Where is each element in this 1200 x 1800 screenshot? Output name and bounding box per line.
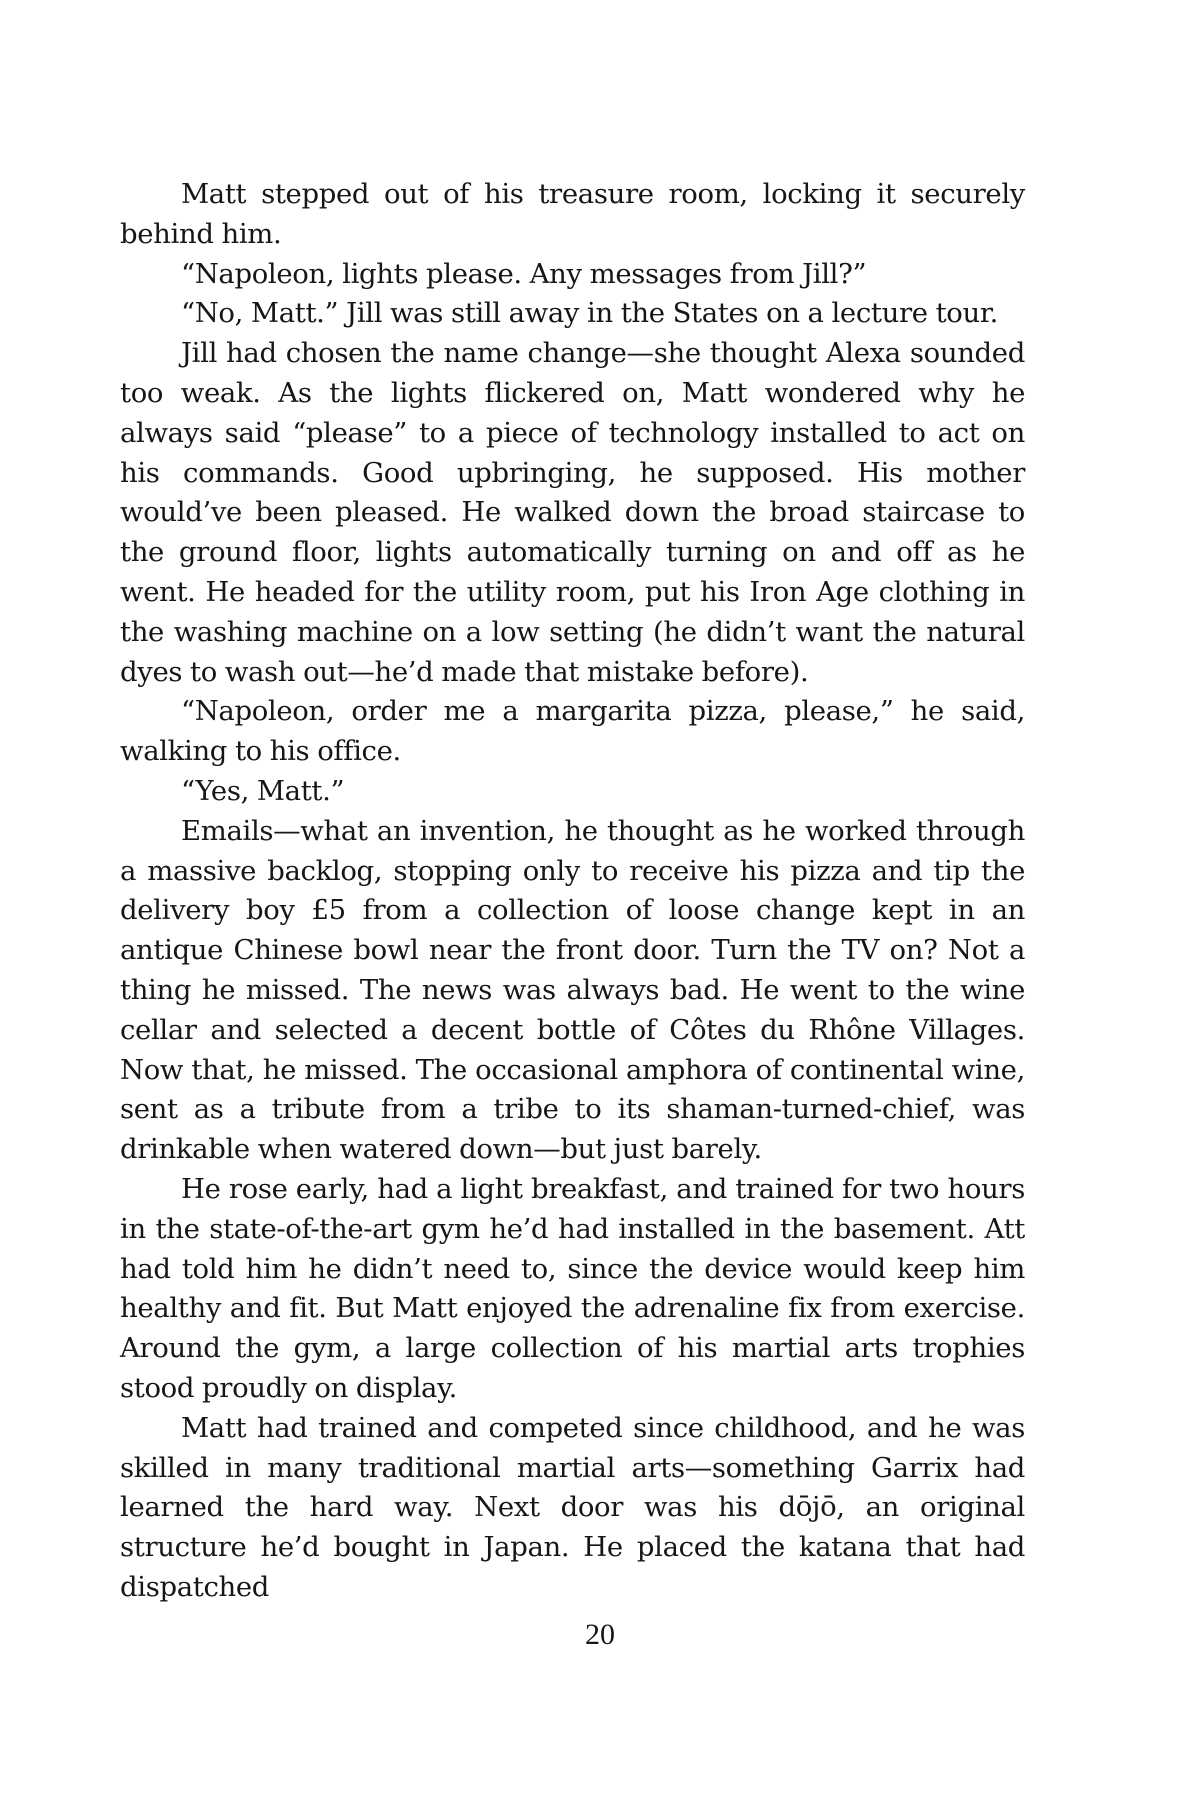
- page-number: 20: [585, 1618, 615, 1651]
- paragraph-2: “Napoleon, lights please. Any messages from Jill?”: [181, 257, 867, 290]
- paragraph-1: Matt stepped out of his treasure room, locking it securely behind him.: [120, 178, 1025, 250]
- paragraph-5: “Napoleon, order me a margarita pizza, please,” he said, walking to his office.: [120, 695, 1025, 768]
- paragraph-7: Emails—what an invention, he thought as he worked through a massive backlog, stopping only to receive his pizza and tip the delivery boy £5 from a collection of loose change kept in an antique Chinese bowl near the front door. Turn the TV on? Not a thing he missed. The news was always bad. He went to the wine cellar and selected a decent bottle of Côtes du Rhône Villages. Now that, he missed. The occasional amphora of continental wine, sent as a tribute from a tribe to its shaman-turned-chief, was drinkable when watered down—but just barely.: [120, 814, 1025, 1166]
- paragraph-4: Jill had chosen the name change—she thought Alexa sounded too weak. As the lights flickered on, Matt wondered why he always said “please” to a piece of technology installed to act on his commands. Good upbringing, he supposed. His mother would’ve been pleased. He walked down the broad staircase to the ground floor, lights automatically turning on and off as he went. He headed for the utility room, put his Iron Age clothing in the washing machine on a low setting (he didn’t want the natural dyes to wash out—he’d made that mistake before).: [120, 337, 1025, 688]
- paragraph-8: He rose early, had a light breakfast, and trained for two hours in the state-of-the-art gym he’d had installed in the basement. Att had told him he didn’t need to, since the device would keep him healthy and fit. But Matt enjoyed the adrenaline fix from exercise. Around the gym, a large collection of his martial arts trophies stood proudly on display.: [120, 1172, 1025, 1404]
- paragraph-6: “Yes, Matt.”: [181, 774, 345, 807]
- page-body: [120, 175, 1025, 1608]
- paragraph-9: Matt had trained and competed since childhood, and he was skilled in many traditional martial arts—something Garrix had learned the hard way. Next door was his dōjō, an original structure he’d bought in Japan. He placed the katana that had dispatched: [120, 1411, 1025, 1603]
- paragraph-3: “No, Matt.” Jill was still away in the States on a lecture tour.: [181, 297, 999, 330]
